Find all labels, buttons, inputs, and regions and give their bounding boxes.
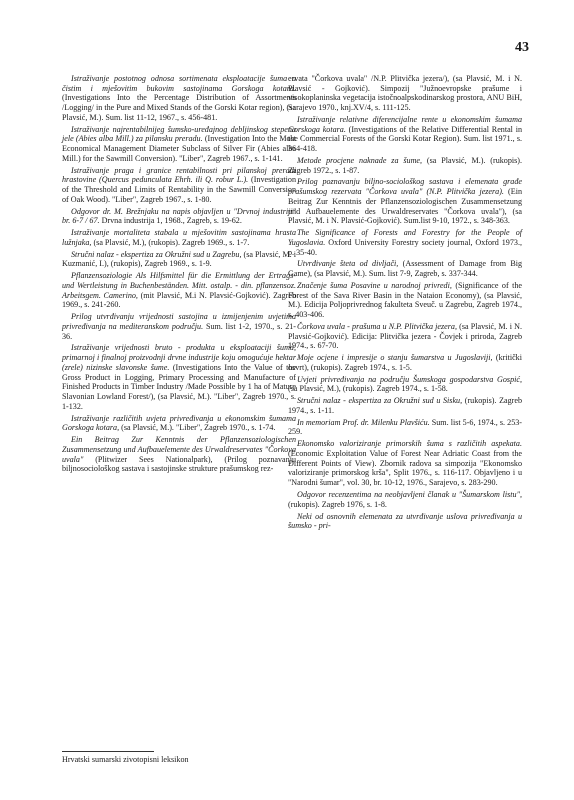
entry-details: (sa Plavsić, M.). (rukopis). Zagreb 1972., s. 1-87. <box>288 155 522 175</box>
bibliography-entry <box>288 156 522 175</box>
entry-title: Značenje šuma Posavine u narodnoj privredi, <box>297 280 452 290</box>
entry-title: Odgovor dr. M. Brežnjaku na napis objavljen u "Drvnoj industriji" br. 6-7 / 67. <box>62 206 296 226</box>
entry-title: Istraživanje različitih uvjeta privređivanja u ekonomskim šumama Gorskoga kotara, <box>62 413 296 433</box>
bibliography-entry <box>62 207 296 226</box>
entry-title: Istraživanje relativne diferencijalne rente u ekonomskim šumama Gorskoga kotara. <box>288 114 522 134</box>
bibliography-entry <box>288 259 522 278</box>
entry-title: Moje ocjene i impresije o stanju šumarstva u Jugoslaviji, <box>297 353 493 363</box>
bibliography-entry <box>288 439 522 488</box>
bibliography-entry <box>288 418 522 437</box>
entry-title: Istraživanje praga i granice rentabilnosti pri pilanskoj preradi hrastovine (Quercus pedunculata Ehrh. ili Q. robur L.). <box>62 165 296 185</box>
entry-details: (Plitwizer Sees Nationalpark), (Prilog poznavanju biljnosociološkog sastava i sastojinske strukture prašumskog rez- <box>62 454 296 474</box>
entry-title: Utvrđivanje šteta od divljači, <box>297 259 399 269</box>
entry-title: Metode procjene naknade za šume, <box>297 155 423 165</box>
entry-title: Istraživanje postotnog odnosa sortimenata eksploatacije šuma u čistim i mješovitim bukovim sastojinama Gorskoga kotara. <box>62 74 296 93</box>
entry-details: Oxford University Forestry society journal, Oxford 1973., p. 35-40. <box>288 237 522 257</box>
entry-details: (Assessment of Damage from Big Game), (sa Plavsić, M.). Sum. list 7-9, Zagreb, s. 337-344. <box>288 259 523 279</box>
page-number: 43 <box>515 40 529 55</box>
entry-title: Prilog poznavanju biljno-sociološkog sastava i elemenata građe prašumskog rezervata "Čorkova uvala" (N.P. Plitvička jezera). <box>288 177 522 197</box>
bibliography-entry <box>62 125 296 164</box>
entry-details: (Investigations of the Relative Differential Rental in the Commercial Forests of the Gorski Kotar Region). Sum. list 1971., s. 364-418. <box>288 124 522 154</box>
bibliography-entry <box>288 74 522 113</box>
bibliography-entry <box>288 512 522 531</box>
entry-title: Neki od osnovnih elemenata za utvrđivanje uslova privređivanja u šumsko - pri- <box>288 511 522 531</box>
bibliography-entry <box>62 271 296 310</box>
entry-title: The Significance of Forests and Forestry for the People of Yugoslavia. <box>288 228 522 247</box>
entry-details: (Investigation of the Threshold and Limits of Rentability in the Sawmill Conversion of Oak Wood). "Liber", Zagreb 1967., s. 1-80. <box>62 175 296 204</box>
entry-details: (rukopis). Zagreb 1976, s. 1-8. <box>288 499 387 509</box>
bibliography-entry <box>288 490 522 509</box>
footer-divider <box>62 751 154 752</box>
entry-title: Odgovor recenzentima na neobjavljeni članak u "Šumarskom listu", <box>297 489 522 499</box>
entry-details: (Investigations Into the Value of the Gross Product in Logging, Primary Processing and Manufacture of Finished Products in Timber Industry /Made Possible by 1 ha of Mature Slavonian Lowland Forest/), (sa Plavsić, M.). "Liber", Zagreb 1970., s. 1-132. <box>62 362 296 411</box>
entry-details: (Economic Exploitation Value of Forest Near Adriatic Coast from the Different Points of View). Zbornik radova sa simpozija "Ekonomsko valoriziranje primorskog krša", Split 1976., s. 116-117. Objavljeno i u "Narodni šumar", vol. 30, br. 10-12, 1976., Sarajevo, s. 283-290. <box>288 449 522 488</box>
entry-details: (sa Plavsić, M.), (rukopis). Zagreb 1974., s. 1-58. <box>288 384 448 394</box>
bibliography-entry <box>288 353 522 372</box>
entry-details: (Significance of the Forest of the Sava River Basin in the Nataion Economy), (sa Plavsić, M.). Edicija Poljoprivrednog fakulteta Sveuč. u Zagrebu, Zagreb 1974., s. 403-406. <box>288 280 522 320</box>
entry-title: Prilog utvrđivanju vrijednosti sastojina u izmijenjenim uvjetima privređivanja na mediteranskom području. <box>62 312 296 331</box>
entry-details: (Investigations Into the Percentage Distribution of Assortments /Logging/ in the Pure and Mixed Stands of the Gorski Kotar region), (sa Plavsić, M.). Sum. list 11-12, 1967., s. 456-481. <box>62 93 296 122</box>
entry-title: Istraživanje najrentabilnijeg šumsko-uređajnog debljinskog stepena jele (Abies alba Mill.) za pilansku preradu. <box>62 124 296 144</box>
bibliography-entry <box>62 435 296 474</box>
entry-title: Čorkova uvala - prašuma u N.P. Plitvička jezera, <box>297 321 457 331</box>
bibliography-entry <box>62 228 296 247</box>
bibliography-entry <box>288 281 522 320</box>
entry-title: Ein Beitrag Zur Kenntnis der Pflanzensoziologischen Zusammensetzung und Aufbauelemente des Urwaldreservates "Čorkova uvala" <box>62 435 296 464</box>
entry-details: Sum. list 5-6, 1974., s. 253-259. <box>288 417 522 437</box>
entry-details: (kritički osvrt), (rukopis). Zagreb 1974., s. 1-5. <box>288 353 522 372</box>
entry-details: (sa Plavsić, M.). "Liber", Zagreb 1970., s. 1-74. <box>119 423 276 433</box>
entry-details: Drvna industrija 1, 1968., Zagreb, s. 19-62. <box>99 216 242 226</box>
bibliography-entry <box>288 322 522 351</box>
entry-title: In memoriam Prof. dr. Milenku Plavšiću. <box>297 417 430 427</box>
entry-title: Stručni nalaz - ekspertiza za Okružni sud u Sisku, <box>297 396 463 406</box>
entry-details: ervata "Čorkova uvala" /N.P. Plitvička jezera/), (sa Plavsić, M. i N. Plavsić - Gojković). Simpozij "Južnoevropske prašume i visokoplaninska vegetacija istočnoalpskodinarskog prostora, ANU BiH, Sarajevo 1970., knj.XV/4, s. 111-125. <box>288 74 522 113</box>
bibliography-entry <box>288 375 522 394</box>
entry-details: (Ein Beitrag Zur Kenntnis der Pflanzensoziologischen Zusammensetzung und Aufbauelemente des Urwaldreservates "Čorkova uvala"), (sa Plavsić, M. i N. Plavsić-Gojković). Sum.list 9-10, 1972., s. 348-363. <box>288 187 522 226</box>
entry-details: (sa Plavsić, M.), (rukopis). Zagreb 1969., s. 1-7. <box>91 237 250 247</box>
bibliography-entry <box>288 396 522 415</box>
bibliography-entry <box>62 250 296 269</box>
bibliography-entry <box>62 343 296 411</box>
bibliography-entry <box>62 74 296 123</box>
entry-details: (Investigation Into the Most Economical Management Diameter Subclass of Silver Fir (Abies alba Mill.) for the Sawmill Conversion). "Liber", Zagreb 1967., s. 1-141. <box>62 134 296 163</box>
left-column <box>62 74 296 476</box>
entry-details: (mit Plavsić, M.i N. Plavsić-Gojković). Zagreb 1969., s. 241-260. <box>62 290 296 310</box>
entry-title: Stručni nalaz - ekspertiza za Okružni sud u Zagrebu, <box>71 249 242 259</box>
entry-details: Sum. list 1-2, 1970., s. 21-36. <box>62 321 296 341</box>
bibliography-entry <box>288 228 522 257</box>
bibliography-entry <box>288 115 522 154</box>
entry-details: (sa Plavsić, M. i Kuzmanić, I.), (rukopis), Zagreb 1969., s. 1-9. <box>62 249 297 269</box>
entry-title: Uvjeti privređivanja na području Šumskoga gospodarstva Gospić, <box>297 374 522 384</box>
entry-title: Istraživanje vrijednosti bruto - produkta u eksploataciji šuma, primarnoj i finalnoj proizvodnji drvne industrije koju omogućuje hektar (zrele) nizinske slavonske šume. <box>62 343 296 372</box>
footer-text: Hrvatski sumarski zivotopisni leksikon <box>62 755 189 764</box>
entry-details: (sa Plavsić, M. i N. Plavsić-Gojković). Edicija: Plitvička jezera - Čovjek i priroda, Zagreb 1974., s. 67-70. <box>288 321 522 351</box>
bibliography-entry <box>62 312 296 341</box>
bibliography-entry <box>288 177 522 226</box>
bibliography-entry <box>62 166 296 205</box>
entry-title: Pflanzensoziologie Als Hilfsmittel für die Ermittlung der Ertrags- und Wertleistung in Buchenbeständen. Mitt. ostalp. - din. pflanzensoz. Arbeitsgem. Camerino, <box>62 271 296 300</box>
bibliography-entry <box>62 414 296 433</box>
right-column <box>288 74 522 533</box>
entry-details: (rukopis). Zagreb 1974., s. 1-11. <box>288 396 522 415</box>
entry-title: Ekonomsko valoriziranje primorskih šuma s različitih aspekata. <box>297 439 522 449</box>
entry-title: Istraživanje mortaliteta stabala u mješovitim sastojinama hrasta lužnjaka, <box>62 228 296 247</box>
